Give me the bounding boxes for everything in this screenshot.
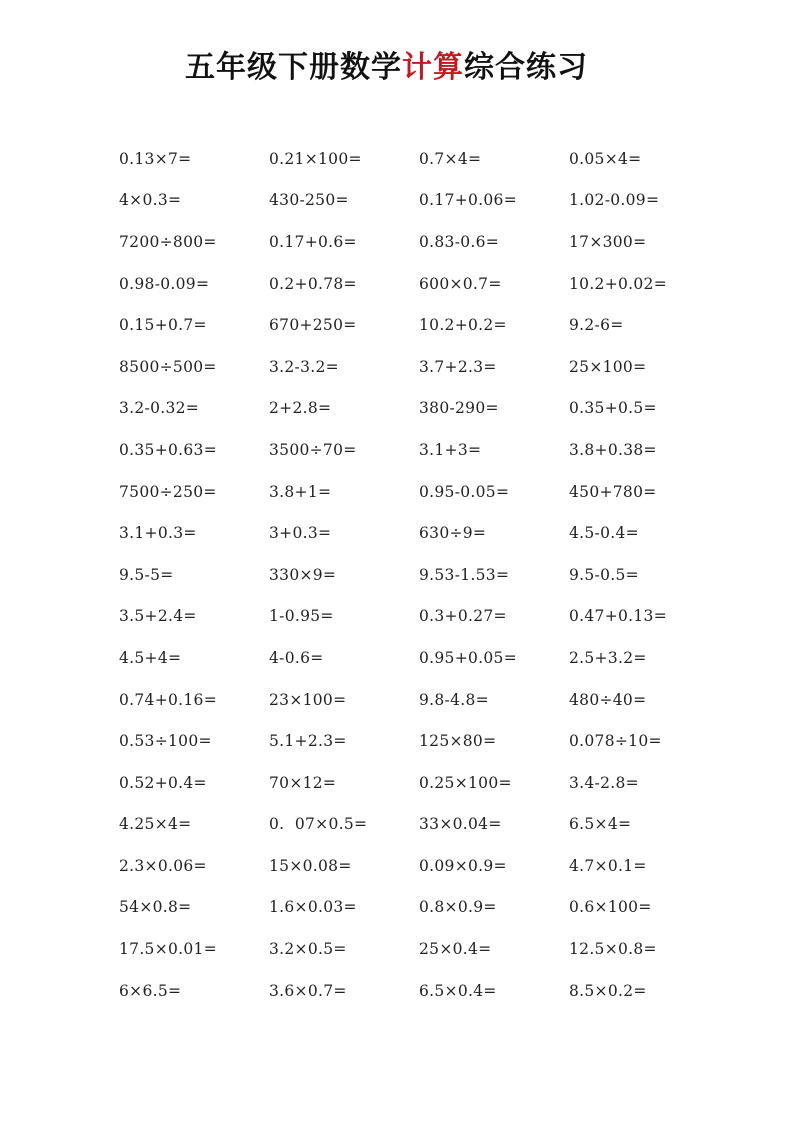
- problem-item: 0.83-0.6=: [419, 232, 500, 251]
- problem-item: 8500÷500=: [119, 357, 217, 376]
- problem-item: 9.5-5=: [119, 565, 174, 584]
- problem-row: [119, 554, 739, 596]
- problem-item: 6.5×4=: [569, 815, 632, 834]
- problem-item: 1.6×0.03=: [269, 898, 357, 917]
- problem-item: 0. 07×0.5=: [269, 815, 368, 834]
- problem-row: [119, 346, 739, 388]
- problem-item: 2+2.8=: [269, 399, 332, 418]
- problem-item: 0.15+0.7=: [119, 316, 207, 335]
- problem-item: 0.98-0.09=: [119, 274, 210, 293]
- problem-item: 9.2-6=: [569, 316, 624, 335]
- problem-item: 4-0.6=: [269, 648, 324, 667]
- problem-item: 3.2-3.2=: [269, 357, 339, 376]
- problem-item: 480÷40=: [569, 690, 647, 709]
- problem-item: 0.35+0.5=: [569, 399, 657, 418]
- problem-item: 6×6.5=: [119, 981, 182, 1000]
- problem-item: 0.078÷10=: [569, 732, 662, 751]
- problem-item: 0.25×100=: [419, 773, 512, 792]
- problem-row: [119, 596, 739, 638]
- problem-row: [119, 429, 739, 471]
- problem-item: 3.7+2.3=: [419, 357, 497, 376]
- problem-item: 630÷9=: [419, 524, 487, 543]
- problem-item: 25×0.4=: [419, 940, 492, 959]
- problem-item: 10.2+0.02=: [569, 274, 667, 293]
- problem-item: 0.21×100=: [269, 149, 362, 168]
- problem-item: 430-250=: [269, 191, 349, 210]
- problem-item: 7200÷800=: [119, 232, 217, 251]
- problem-row: [119, 887, 739, 929]
- problem-item: 0.2+0.78=: [269, 274, 357, 293]
- problem-item: 0.35+0.63=: [119, 440, 217, 459]
- title-part-1: 五年级下册数学: [185, 50, 402, 85]
- problem-row: [119, 679, 739, 721]
- problem-item: 0.09×0.9=: [419, 856, 507, 875]
- problem-item: 9.8-4.8=: [419, 690, 489, 709]
- problem-item: 4.5+4=: [119, 648, 182, 667]
- problem-item: 3.5+2.4=: [119, 607, 197, 626]
- problem-item: 2.5+3.2=: [569, 648, 647, 667]
- problem-row: [119, 804, 739, 846]
- problem-item: 33×0.04=: [419, 815, 502, 834]
- problem-row: [119, 263, 739, 305]
- problem-item: 0.52+0.4=: [119, 773, 207, 792]
- title-part-2: 综合练习: [464, 50, 588, 85]
- problem-item: 9.53-1.53=: [419, 565, 510, 584]
- problem-item: 3.1+0.3=: [119, 524, 197, 543]
- problem-row: [119, 970, 739, 1012]
- problem-item: 3.6×0.7=: [269, 981, 347, 1000]
- problem-item: 23×100=: [269, 690, 347, 709]
- problem-row: [119, 180, 739, 222]
- problem-item: 15×0.08=: [269, 856, 352, 875]
- problem-item: 3+0.3=: [269, 524, 332, 543]
- problem-item: 450+780=: [569, 482, 657, 501]
- problem-item: 0.95+0.05=: [419, 648, 517, 667]
- problem-item: 0.74+0.16=: [119, 690, 217, 709]
- problem-row: [119, 637, 739, 679]
- problem-row: [119, 304, 739, 346]
- problem-item: 2.3×0.06=: [119, 856, 207, 875]
- problem-item: 3500÷70=: [269, 440, 357, 459]
- problem-item: 17×300=: [569, 232, 647, 251]
- problem-item: 0.3+0.27=: [419, 607, 507, 626]
- problem-item: 4×0.3=: [119, 191, 182, 210]
- problem-item: 3.8+0.38=: [569, 440, 657, 459]
- problem-item: 4.5-0.4=: [569, 524, 639, 543]
- problem-item: 330×9=: [269, 565, 337, 584]
- problem-item: 7500÷250=: [119, 482, 217, 501]
- problem-item: 0.17+0.6=: [269, 232, 357, 251]
- problem-item: 3.8+1=: [269, 482, 332, 501]
- problem-item: 670+250=: [269, 316, 357, 335]
- problem-item: 0.47+0.13=: [569, 607, 667, 626]
- problem-row: [119, 221, 739, 263]
- problem-row: [119, 138, 739, 180]
- problem-item: 0.6×100=: [569, 898, 652, 917]
- problem-item: 1.02-0.09=: [569, 191, 660, 210]
- page-title: [0, 46, 773, 90]
- problem-row: [119, 471, 739, 513]
- problem-item: 54×0.8=: [119, 898, 192, 917]
- problem-item: 125×80=: [419, 732, 497, 751]
- problem-row: [119, 388, 739, 430]
- problem-item: 6.5×0.4=: [419, 981, 497, 1000]
- problem-item: 17.5×0.01=: [119, 940, 217, 959]
- problem-item: 0.95-0.05=: [419, 482, 510, 501]
- problem-item: 4.7×0.1=: [569, 856, 647, 875]
- problem-row: [119, 720, 739, 762]
- problem-row: [119, 762, 739, 804]
- problem-row: [119, 928, 739, 970]
- problem-item: 0.7×4=: [419, 149, 482, 168]
- problem-item: 8.5×0.2=: [569, 981, 647, 1000]
- problem-row: [119, 512, 739, 554]
- problem-item: 3.4-2.8=: [569, 773, 639, 792]
- problem-row: [119, 845, 739, 887]
- problem-item: 10.2+0.2=: [419, 316, 507, 335]
- problem-grid: [119, 138, 739, 1011]
- problem-item: 0.17+0.06=: [419, 191, 517, 210]
- problem-item: 4.25×4=: [119, 815, 192, 834]
- problem-item: 380-290=: [419, 399, 499, 418]
- problem-item: 70×12=: [269, 773, 337, 792]
- problem-item: 9.5-0.5=: [569, 565, 639, 584]
- problem-item: 3.2-0.32=: [119, 399, 200, 418]
- problem-item: 600×0.7=: [419, 274, 502, 293]
- problem-item: 0.05×4=: [569, 149, 642, 168]
- problem-item: 1-0.95=: [269, 607, 334, 626]
- problem-item: 0.53÷100=: [119, 732, 212, 751]
- problem-item: 12.5×0.8=: [569, 940, 657, 959]
- problem-item: 0.13×7=: [119, 149, 192, 168]
- problem-item: 3.1+3=: [419, 440, 482, 459]
- problem-item: 5.1+2.3=: [269, 732, 347, 751]
- title-highlight: 计算: [402, 50, 464, 85]
- problem-item: 0.8×0.9=: [419, 898, 497, 917]
- problem-item: 3.2×0.5=: [269, 940, 347, 959]
- problem-item: 25×100=: [569, 357, 647, 376]
